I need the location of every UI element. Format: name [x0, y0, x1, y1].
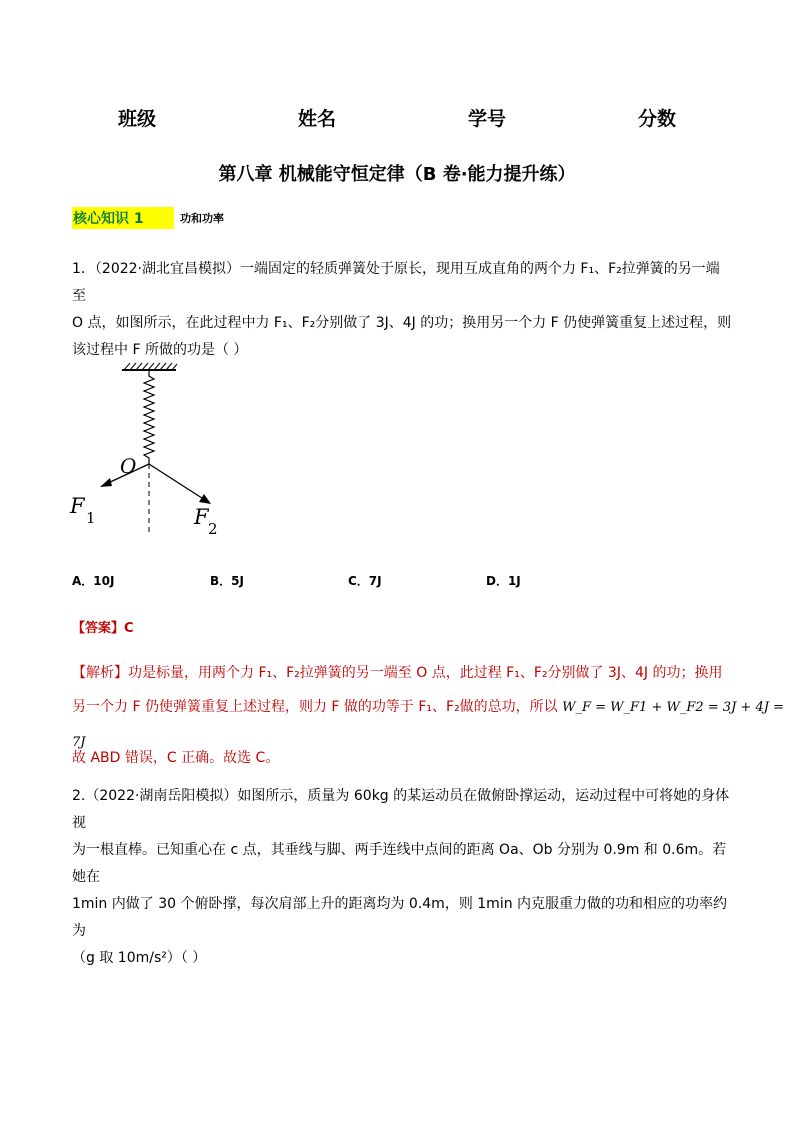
ceiling-hatch [124, 363, 177, 370]
question-2-text [72, 783, 732, 972]
class-label: 班级 [118, 108, 157, 130]
force2-subscript: 2 [208, 520, 218, 538]
explanation-line-1: 【解析】功是标量，用两个力 F₁、F₂拉弹簧的另一端至 O 点，此过程 F₁、F₂分别做了 3J、4J 的功；换用 [72, 665, 723, 681]
page-title: 第八章 机械能守恒定律（B 卷·能力提升练） [218, 164, 576, 185]
name-label: 姓名 [298, 108, 337, 130]
spring-coil [144, 370, 154, 464]
force1-arrowhead [100, 478, 112, 487]
answer-line: 【答案】C [72, 621, 134, 636]
explanation-line-2-text: 另一个力 F 仍使弹簧重复上述过程，则力 F 做的功等于 F₁、F₂做的总功，所以 [72, 699, 558, 715]
option-b: B．5J [210, 574, 244, 588]
force2-arrow-line [149, 464, 205, 500]
spring-figure [60, 360, 240, 545]
force2-label: F [194, 505, 209, 529]
question-1-line-2: O 点，如图所示，在此过程中力 F₁、F₂分别做了 3J、4J 的功；换用另一个力 F 仍使弹簧重复上述过程，则 [72, 315, 732, 331]
score-label: 分数 [638, 108, 677, 130]
question-2-line-2: 为一根直棒。已知重心在 c 点，其垂线与脚、两手连线中点间的距离 Oa、Ob 分别为 0.9m 和 0.6m。若她在 [72, 842, 727, 885]
force2-arrowhead [199, 494, 211, 504]
explanation-line-3: 故 ABD 错误，C 正确。故选 C。 [72, 750, 280, 766]
force1-subscript: 1 [86, 509, 96, 527]
option-c: C．7J [348, 574, 382, 588]
question-2-line-4: （g 取 10m/s²）（ ） [72, 950, 207, 966]
question-1-line-3: 该过程中 F 所做的功是（ ） [72, 342, 248, 358]
section-label: 功和功率 [180, 212, 224, 225]
option-a: A．10J [72, 574, 115, 588]
student-id-label: 学号 [468, 108, 507, 130]
point-o-label: O [120, 454, 137, 478]
question-1-line-1: 1．（2022·湖北宜昌模拟）一端固定的轻质弹簧处于原长，现用互成直角的两个力 F₁、F₂拉弹簧的另一端至 [72, 261, 720, 304]
question-2-line-1: 2.（2022·湖南岳阳模拟）如图所示，质量为 60kg 的某运动员在做俯卧撑运动，运动过程中可将她的身体视 [72, 788, 730, 831]
question-1-text [72, 256, 732, 364]
question-2-line-3: 1min 内做了 30 个俯卧撑，每次肩部上升的距离均为 0.4m，则 1min 内克服重力做的功和相应的功率约为 [72, 896, 728, 939]
force1-label: F [70, 494, 85, 518]
explanation-formula: W_F = W_F1 + W_F2 = 3J + 4J = 7J [72, 700, 784, 750]
option-d: D．1J [486, 574, 521, 588]
section-tag: 核心知识 1 [72, 207, 174, 229]
